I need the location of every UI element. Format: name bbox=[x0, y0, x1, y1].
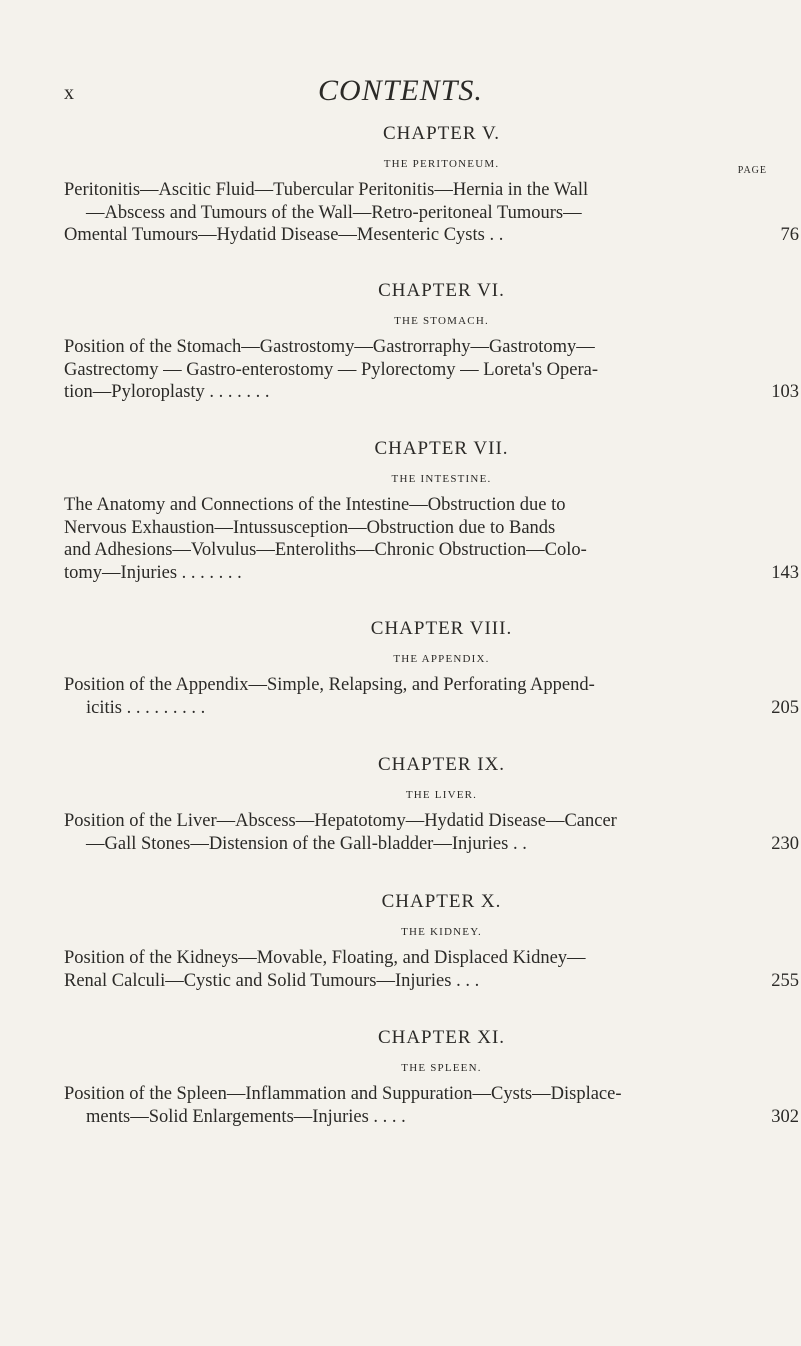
chapter-entry bbox=[64, 179, 799, 247]
entry-page-number: 230 bbox=[771, 833, 799, 854]
chapter-entry bbox=[64, 810, 799, 855]
entry-page-number: 76 bbox=[780, 225, 799, 245]
chapter-title: CHAPTER XI. bbox=[377, 1027, 506, 1048]
entry-page-number: 103 bbox=[771, 382, 799, 402]
entry-line: Omental Tumours—Hydatid Disease—Mesenteric Cysts . . bbox=[64, 225, 504, 245]
entry-line: Position of the Appendix—Simple, Relapsing, and Perforating Append- bbox=[64, 675, 595, 695]
entry-line: icitis . . . . . . . . . bbox=[86, 697, 206, 718]
chapter-title: CHAPTER X. bbox=[381, 891, 502, 912]
chapter-x bbox=[64, 891, 799, 992]
chapter-subject: THE STOMACH. bbox=[394, 315, 489, 327]
chapter-entry bbox=[64, 494, 799, 584]
entry-page-number: 302 bbox=[771, 1106, 799, 1127]
page-column-label: PAGE bbox=[737, 165, 767, 176]
chapter-title: CHAPTER VIII. bbox=[370, 618, 513, 639]
chapter-ix bbox=[64, 754, 799, 855]
chapter-subject: THE PERITONEUM. bbox=[383, 158, 500, 170]
chapter-subject: THE LIVER. bbox=[405, 789, 478, 801]
entry-line: —Gall Stones—Distension of the Gall-bladder—Injuries . . bbox=[86, 833, 527, 854]
entry-line: Position of the Kidneys—Movable, Floating, and Displaced Kidney— bbox=[64, 948, 586, 968]
entry-line: tion—Pyloroplasty . . . . . . . bbox=[64, 382, 270, 402]
chapter-entry bbox=[64, 1083, 799, 1128]
running-title: CONTENTS. bbox=[318, 74, 483, 107]
entry-line: The Anatomy and Connections of the Intestine—Obstruction due to bbox=[64, 495, 566, 515]
entry-page-number: 255 bbox=[771, 970, 799, 991]
entry-line: tomy—Injuries . . . . . . . bbox=[64, 562, 242, 583]
entry-line: Peritonitis—Ascitic Fluid—Tubercular Peritonitis—Hernia in the Wall bbox=[64, 180, 589, 200]
entry-line: —Abscess and Tumours of the Wall—Retro-peritoneal Tumours— bbox=[86, 202, 582, 223]
chapter-viii bbox=[64, 618, 799, 719]
entry-line: Renal Calculi—Cystic and Solid Tumours—Injuries . . . bbox=[64, 970, 480, 991]
entry-line: ments—Solid Enlargements—Injuries . . . . bbox=[86, 1106, 406, 1127]
chapter-entry bbox=[64, 336, 799, 404]
entry-line: Position of the Stomach—Gastrostomy—Gastrorraphy—Gastrotomy— bbox=[64, 337, 595, 357]
entry-line: Nervous Exhaustion—Intussusception—Obstruction due to Bands bbox=[64, 517, 556, 538]
chapter-subject: THE INTESTINE. bbox=[391, 473, 492, 485]
chapter-entry bbox=[64, 674, 799, 719]
chapter-title: CHAPTER VII. bbox=[374, 438, 509, 459]
chapter-entry bbox=[64, 947, 799, 992]
entry-page-number: 205 bbox=[771, 697, 799, 718]
entry-line: Gastrectomy — Gastro-enterostomy — Pylorectomy — Loreta's Opera- bbox=[64, 359, 599, 380]
chapter-title: CHAPTER V. bbox=[383, 123, 500, 144]
entry-line: Position of the Liver—Abscess—Hepatotomy—Hydatid Disease—Cancer bbox=[64, 811, 617, 831]
chapter-vii bbox=[64, 438, 799, 584]
chapter-subject: THE KIDNEY. bbox=[401, 926, 482, 938]
page-number: x bbox=[64, 82, 74, 104]
entry-line: and Adhesions—Volvulus—Enteroliths—Chronic Obstruction—Colo- bbox=[64, 540, 587, 560]
chapter-title: CHAPTER IX. bbox=[377, 754, 506, 775]
chapter-subject: THE APPENDIX. bbox=[393, 653, 490, 665]
entry-page-number: 143 bbox=[771, 562, 799, 583]
chapter-vi bbox=[64, 280, 799, 404]
entry-line: Position of the Spleen—Inflammation and Suppuration—Cysts—Displace- bbox=[64, 1084, 622, 1104]
chapter-subject: THE SPLEEN. bbox=[401, 1062, 482, 1074]
chapter-xi bbox=[64, 1027, 799, 1128]
chapter-title: CHAPTER VI. bbox=[378, 280, 505, 301]
